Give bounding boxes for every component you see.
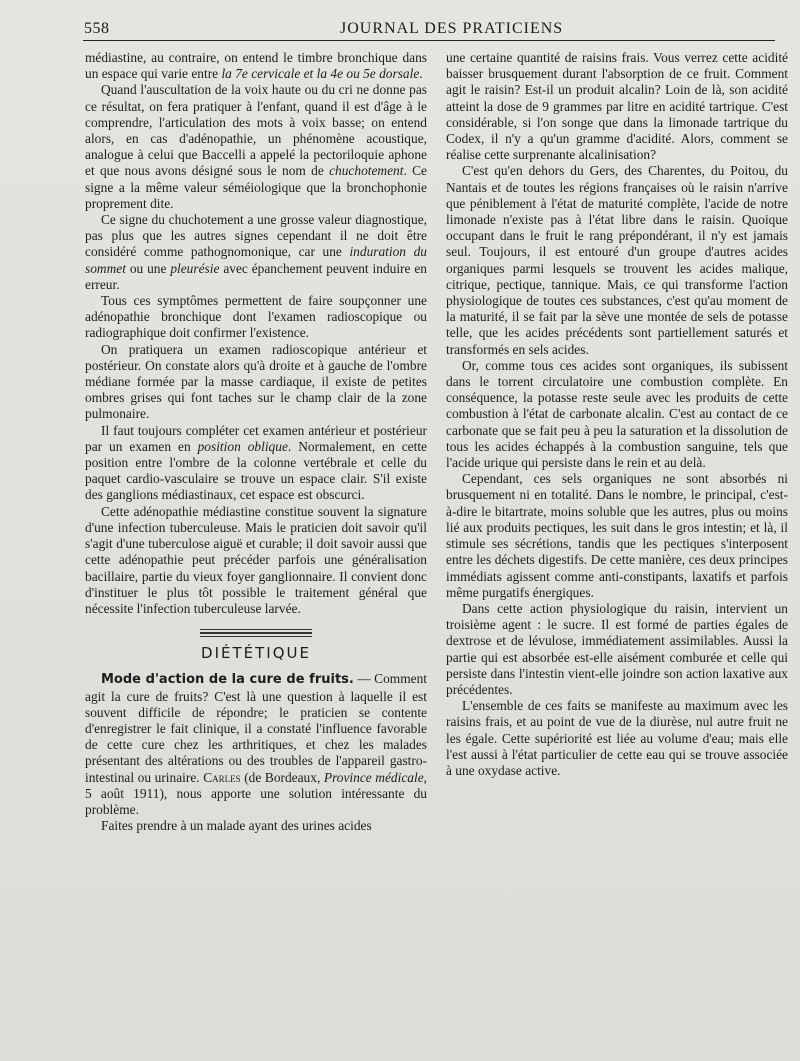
source-journal: Province médicale xyxy=(323,769,424,785)
paragraph: Quand l'auscultation de la voix haute ou du cri ne donne pas ce résultat, on fera pratiquer à l'enfant, quand il est d'âge à le comprendre, l'articulation des mots à voix basse; on entend alors, en cas d'adénopathie, un phénomène acoustique, analogue à celui que Baccelli a appelé la pectoriloquie aphone et que nous avons désigné sous le nom de chuchotement. Ce signe a la même valeur séméiologique que la bronchophonie proprement dite. xyxy=(85,82,427,211)
paragraph: Dans cette action physiologique du raisin, intervient un troisième agent : le sucre. Il est formé de parties égales de dextrose et de lévulose, immédiatement assimilables. Aussi la partie qui est absorbée est-elle aisément comburée et celle qui persiste dans l'intestin vient-elle joindre son action laxative aux précédentes. xyxy=(446,600,788,697)
paragraph: Mode d'action de la cure de fruits. — Comment agit la cure de fruits? C'est là une question à laquelle il est souvent difficile de répondre; le praticien se contente d'enregistrer le fait clinique, il a constaté l'influence favorable de cette cure chez les arthritiques, et chez les malades présentant des altérations ou des troubles de l'appareil gastro-intestinal ou urinaire. Carles (de Bordeaux, Province médicale, 5 août 1911), nous apporte une solution intéressante du problème. xyxy=(85,671,427,817)
paragraph: Cependant, ces sels organiques ne sont absorbés ni brusquement ni en totalité. Dans le nombre, le principal, c'est-à-dire le bitartrate, moins soluble que les autres, plus ou moins lié aux produits pectiques, les suit dans le gros intestin; et là, il stimule ses sécrétions, tandis que les pectiques s'interposent entre les déchets digestifs. De cette manière, ces deux principes immédiats agissent comme anti-constipants, laxatifs et parfois même purgatifs énergiques. xyxy=(446,471,788,600)
article-title: Mode d'action de la cure de fruits. xyxy=(101,672,354,688)
header-rule xyxy=(83,40,775,41)
paragraph: Tous ces symptômes permettent de faire soupçonner une adénopathie bronchique dont l'examen radioscopique ou radiographique doit confirmer l'existence. xyxy=(85,293,427,341)
paragraph: une certaine quantité de raisins frais. Vous verrez cette acidité baisser brusquement durant l'absorption de ce fruit. Comment agit le raisin? Est-il un produit alcalin? Loin de là, son acidité atteint la dose de 9 grammes par litre en acidité tartrique. C'est considérable, si l'on songe que dans la limonade tartrique du Codex, il n'y a qu'un gramme d'acidité. Alors, comment se réalise cette surprenante alcalinisation? xyxy=(446,50,788,163)
left-column xyxy=(85,50,427,834)
paragraph: Cette adénopathie médiastine constitue souvent la signature d'une infection tuberculeuse. Mais le praticien doit savoir qu'il s'agit d'une tuberculose aiguë et curable; il doit savoir aussi que cette adénopathie peut précéder parfois une généralisation bacillaire, partie du vieux foyer ganglionnaire. Il convient donc d'instituer le plus tôt possible le traitement général que nécessite l'infection tuberculeuse larvée. xyxy=(85,503,427,616)
author-name: Carles xyxy=(203,769,241,785)
paragraph: C'est qu'en dehors du Gers, des Charentes, du Poitou, du Nantais et de toutes les régions françaises où le raisin n'arrive que péniblement à l'état de maturité complète, l'acide de notre limonade n'existe pas à l'état libre dans le raisin. Quoique occupant dans le fruit le rang prépondérant, il n'y est jamais seul. Toujours, il est entouré d'un groupe d'autres acides organiques parmi lesquels se trouvent les acides malique, citrique, pectique, tannique. Mais, ce qui transforme l'action physiologique de toutes ces substances, c'est qu'au moment de la maturité, il se fait par la sève une montée de sels de potasse telle, que les acides précédents sont partiellement saturés et transformés en sels acides. xyxy=(446,163,788,357)
paragraph: Ce signe du chuchotement a une grosse valeur diagnostique, pas plus que les autres signes cependant il ne doit être considéré comme pathognomonique, car une induration du sommet ou une pleurésie avec épanchement peuvent induire en erreur. xyxy=(85,212,427,292)
paragraph: Il faut toujours compléter cet examen antérieur et postérieur par un examen en position oblique. Normalement, en cette position entre l'ombre de la colonne vertébrale et celle du paquet cardio-vasculaire se trouve un espace clair. S'il existe des ganglions médiastinaux, cet espace est obscurci. xyxy=(85,422,427,503)
paragraph: Or, comme tous ces acides sont organiques, ils subissent dans le torrent circulatoire une combustion complète. En conséquence, la potasse reste seule avec les produits de cette combustion à l'état de carbonate alcalin. C'est au contact de ce carbonate que se fait peu à peu la saturation et la dissolution de tous les acides échappés à la combustion sanguine, tels que l'acide urique qui persiste dans le rein et au delà. xyxy=(446,357,788,471)
separator-rule xyxy=(200,632,312,634)
separator-rule xyxy=(200,629,312,630)
section-separator xyxy=(85,629,427,637)
section-title: DIÉTÉTIQUE xyxy=(201,644,311,663)
paragraph: médiastine, au contraire, on entend le timbre bronchique dans un espace qui varie entre la 7e cervicale et la 4e ou 5e dorsale. xyxy=(85,50,427,82)
journal-title: JOURNAL DES PRATICIENS xyxy=(340,20,564,37)
right-column xyxy=(446,50,788,779)
separator-rule xyxy=(200,636,312,637)
paragraph: On pratiquera un examen radioscopique antérieur et postérieur. On constate alors qu'à droite et à gauche de l'ombre médiane formée par la masse cardiaque, il existe de petites ombres grises qui font taches sur le champ clair de la zone pulmonaire. xyxy=(85,341,427,422)
page-header xyxy=(40,14,775,40)
paragraph: L'ensemble de ces faits se manifeste au maximum avec les raisins frais, et au point de vue de la diurèse, nul autre fruit ne les égale. Cette supériorité est liée au volume d'eau; mais elle l'est aussi à l'état particulier de cette eau qui se trouve associée à une oxydase active. xyxy=(446,698,788,778)
paragraph: Faites prendre à un malade ayant des urines acides xyxy=(101,818,372,834)
page-number: 558 xyxy=(84,20,110,37)
